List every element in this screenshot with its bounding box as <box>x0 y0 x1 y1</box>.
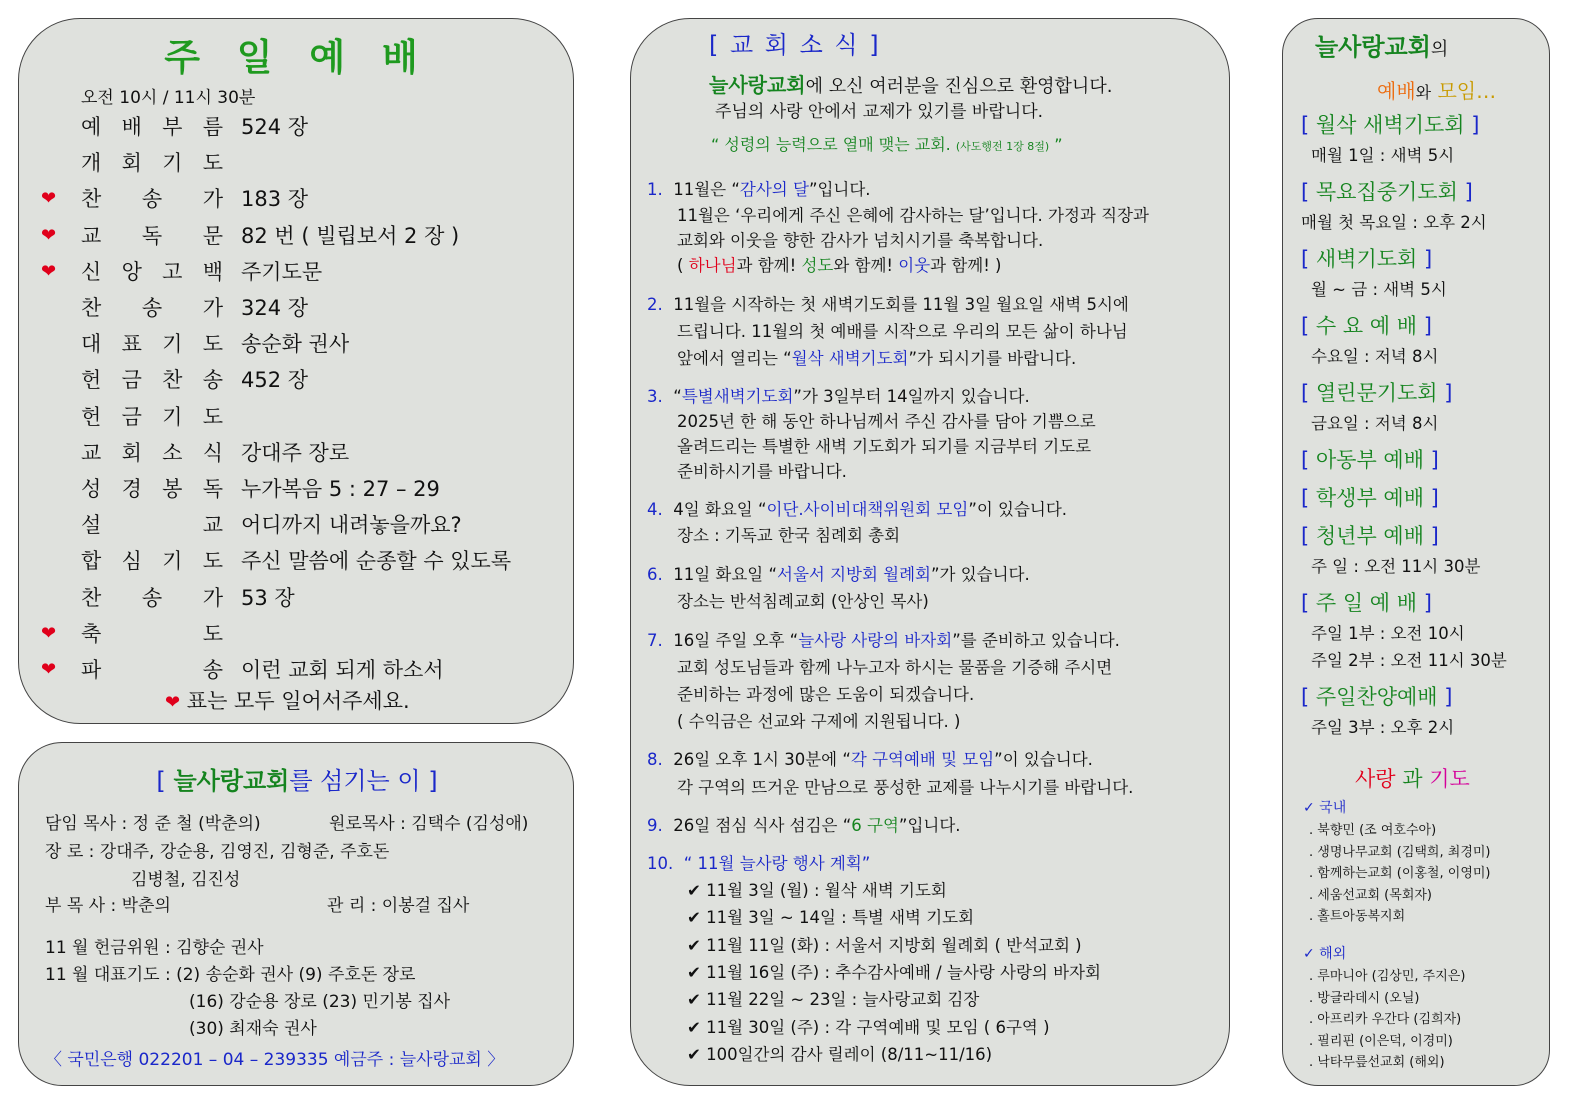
overseas-label: ✓ 해외 <box>1303 946 1347 962</box>
schedule-heading-text: 월삭 새벽기도회 <box>1315 113 1465 137</box>
bracket-open: [ <box>1301 314 1316 338</box>
bracket-open: [ <box>1301 113 1316 137</box>
news-item-3-line: 올려드리는 특별한 새벽 기도회가 되기를 지금부터 기도로 <box>677 437 1092 456</box>
heart-icon: ❤ <box>41 224 57 246</box>
schedule-heading <box>1301 109 1479 139</box>
schedule-time: 매월 첫 목요일 : 오후 2시 <box>1301 213 1487 232</box>
order-label: 파 송 <box>81 658 223 682</box>
news-item-8-line: 각 구역의 뜨거운 만남으로 풍성한 교제를 나누시기를 바랍니다. <box>677 778 1134 797</box>
news-item-7-line: ( 수익금은 선교와 구제에 지원됩니다. ) <box>677 712 961 731</box>
news-item-4: 4. 4일 화요일 “이단.사이비대책위원회 모임”이 있습니다. <box>647 500 1068 519</box>
order-value: 주기도문 <box>241 259 323 284</box>
representative-prayer-cont1: (16) 강순용 장로 (23) 민기봉 집사 <box>189 992 451 1012</box>
bracket-close: ] <box>1423 448 1439 472</box>
order-label: 합 심 기 도 <box>81 549 223 574</box>
news-item-1-line: 11월은 ‘우리에게 주신 은혜에 감사하는 달’입니다. 가정과 직장과 <box>677 206 1149 225</box>
schedule-panel <box>1282 18 1550 1086</box>
order-label: 대 표 기 도 <box>81 332 223 357</box>
schedule-heading-text: 수 요 예 배 <box>1315 314 1418 338</box>
welcome-line: 늘사랑교회에 오신 여러분을 진심으로 환영합니다. <box>709 73 1113 97</box>
order-value: 452 장 <box>241 368 309 393</box>
news-item-7: 7. 16일 주일 오후 “늘사랑 사랑의 바자회”를 준비하고 있습니다. <box>647 631 1120 650</box>
bracket-open: [ <box>1301 180 1316 204</box>
schedule-heading-text: 학생부 예배 <box>1315 486 1424 510</box>
schedule-heading <box>1301 243 1432 273</box>
order-value: 송순화 권사 <box>241 332 350 357</box>
bracket-close: ] <box>1423 486 1439 510</box>
bracket-close: ] <box>1464 113 1480 137</box>
news-item-2: 2. 11월을 시작하는 첫 새벽기도회를 11월 3일 월요일 새벽 5시에 <box>647 295 1129 314</box>
schedule-heading-text: 목요집중기도회 <box>1315 180 1458 204</box>
news-item-2-line: 드립니다. 11월의 첫 예배를 시작으로 우리의 모든 삶이 하나님 <box>677 322 1128 341</box>
elders: 장 로 : 강대주, 강순용, 김영진, 김형준, 주호돈 <box>45 842 390 862</box>
bracket-close: ] <box>1457 180 1473 204</box>
emeritus-pastor: 원로목사 : 김택수 (김성애) <box>329 814 529 834</box>
news-item-2-line: 앞에서 열리는 “월삭 새벽기도회”가 되시기를 바랍니다. <box>677 349 1077 368</box>
news-item-6: 6. 11일 화요일 “서울서 지방회 월례회”가 있습니다. <box>647 565 1030 584</box>
schedule-heading <box>1301 176 1473 206</box>
standing-note: ❤ 표는 모두 일어서주세요. <box>165 689 410 713</box>
schedule-subtitle: 예배와 모임… <box>1377 79 1497 103</box>
news-item-4-line: 장소 : 기독교 한국 침례회 총회 <box>677 526 901 545</box>
news-item-1-line: 교회와 이웃을 향한 감사가 넘치시기를 축복합니다. <box>677 231 1044 250</box>
order-label: 헌 금 찬 송 <box>81 368 223 393</box>
order-value: 183 장 <box>241 187 309 212</box>
order-value: 강대주 장로 <box>241 440 350 465</box>
heart-icon: ❤ <box>165 692 181 713</box>
bracket-close: ] <box>1423 524 1439 548</box>
prayer-item: . 필리핀 (이은덕, 이경미) <box>1309 1033 1453 1049</box>
representative-prayer: 11 월 대표기도 : (2) 송순화 권사 (9) 주호돈 장로 <box>45 965 416 985</box>
schedule-heading <box>1301 310 1432 340</box>
schedule-time: 월 ~ 금 : 새벽 5시 <box>1311 280 1447 299</box>
schedule-heading-text: 새벽기도회 <box>1315 247 1418 271</box>
bracket-open: [ <box>1301 685 1316 709</box>
bracket-close: ] <box>1417 591 1432 615</box>
schedule-heading <box>1301 444 1439 474</box>
order-label: 설 교 <box>81 513 223 538</box>
order-label: 찬 송 가 <box>81 585 223 610</box>
order-value: 주신 말씀에 순종할 수 있도록 <box>241 549 512 574</box>
heart-icon: ❤ <box>41 622 57 644</box>
prayer-item: . 함께하는교회 (이홍철, 이영미) <box>1309 866 1491 881</box>
order-label: 예 배 부 름 <box>81 115 223 139</box>
bracket-open: [ <box>1301 448 1316 472</box>
prayer-item: . 세움선교회 (목회자) <box>1309 887 1433 903</box>
servants-panel <box>18 742 574 1086</box>
order-value: 누가복음 5 : 27 – 29 <box>241 477 440 501</box>
order-label: 찬 송 가 <box>81 296 223 320</box>
schedule-heading-text: 아동부 예배 <box>1315 448 1424 472</box>
event-item: ✔ 100일간의 감사 릴레이 (8/11~11/16) <box>687 1044 993 1064</box>
order-value: 이런 교회 되게 하소서 <box>241 658 444 682</box>
worship-order-panel <box>18 18 574 724</box>
offering-committee: 11 월 헌금위원 : 김향순 권사 <box>45 938 264 958</box>
welcome-line-2: 주님의 사랑 안에서 교제가 있기를 바랍니다. <box>715 102 1044 122</box>
worship-time: 오전 10시 / 11시 30분 <box>81 88 256 108</box>
manager: 관 리 : 이봉걸 집사 <box>327 896 470 916</box>
domestic-label: ✓ 국내 <box>1303 800 1347 816</box>
event-item: ✔ 11월 3일 ~ 14일 : 특별 새벽 기도회 <box>687 908 975 928</box>
order-value: 82 번 ( 빌립보서 2 장 ) <box>241 223 460 248</box>
news-item-7-line: 준비하는 과정에 많은 도움이 되겠습니다. <box>677 685 975 704</box>
order-label: 성 경 봉 독 <box>81 477 223 501</box>
elders-cont: 김병철, 김진성 <box>131 870 241 890</box>
schedule-time: 매월 1일 : 새벽 5시 <box>1311 146 1455 165</box>
schedule-heading-text: 열린문기도회 <box>1315 381 1438 405</box>
order-label: 헌 금 기 도 <box>81 404 223 429</box>
order-label: 축 도 <box>81 621 223 646</box>
heart-icon: ❤ <box>41 260 57 282</box>
schedule-time: 주 일 : 오전 11시 30분 <box>1311 557 1481 576</box>
representative-prayer-cont2: (30) 최재숙 권사 <box>189 1019 317 1039</box>
heart-icon: ❤ <box>41 659 57 680</box>
news-title: [ 교 회 소 식 ] <box>709 31 881 59</box>
order-value: 어디까지 내려놓을까요? <box>241 513 462 538</box>
church-news-panel <box>630 18 1230 1086</box>
associate-pastor: 부 목 사 : 박춘의 <box>45 896 171 916</box>
schedule-time: 주일 1부 : 오전 10시 <box>1311 624 1465 643</box>
church-motto: “ 성령의 능력으로 열매 맺는 교회. (사도행전 1장 8절) ” <box>711 135 1063 154</box>
schedule-time: 수요일 : 저녁 8시 <box>1311 347 1439 366</box>
senior-pastor: 담임 목사 : 정 준 철 (박춘의) <box>45 814 261 834</box>
schedule-heading-text: 청년부 예배 <box>1315 524 1424 548</box>
event-item: ✔ 11월 30일 (주) : 각 구역예배 및 모임 ( 6구역 ) <box>687 1017 1050 1037</box>
news-item-8: 8. 26일 오후 1시 30분에 “각 구역예배 및 모임”이 있습니다. <box>647 750 1093 769</box>
news-item-6-line: 장소는 반석침례교회 (안상인 목사) <box>677 592 929 611</box>
schedule-heading <box>1301 377 1452 407</box>
news-item-3-line: 2025년 한 해 동안 하나님께서 주신 감사를 담아 기쁨으로 <box>677 412 1096 431</box>
event-item: ✔ 11월 11일 (화) : 서울서 지방회 월례회 ( 반석교회 ) <box>687 935 1082 955</box>
order-value: 53 장 <box>241 585 295 610</box>
bracket-open: [ <box>1301 381 1316 405</box>
bracket-close: ] <box>1437 685 1453 709</box>
schedule-title: 늘사랑교회의 <box>1315 33 1449 61</box>
prayer-item: . 북향민 (조 여호수아) <box>1309 823 1437 838</box>
prayer-item: . 홀트아동복지회 <box>1309 909 1406 924</box>
news-item-3-line: 준비하시기를 바랍니다. <box>677 462 847 481</box>
schedule-heading <box>1301 482 1439 512</box>
order-label: 교 회 소 식 <box>81 440 223 465</box>
order-value: 524 장 <box>241 115 309 139</box>
news-item-1: 1. 11월은 “감사의 달”입니다. <box>647 180 871 199</box>
news-item-3: 3. “특별새벽기도회”가 3일부터 14일까지 있습니다. <box>647 387 1030 406</box>
bank-account: 〈 국민은행 022201 – 04 – 239335 예금주 : 늘사랑교회 〉 <box>45 1050 505 1070</box>
event-item: ✔ 11월 3일 (월) : 월삭 새벽 기도회 <box>687 881 947 900</box>
schedule-heading <box>1301 520 1439 550</box>
order-label: 교 독 문 <box>81 223 223 248</box>
heart-icon: ❤ <box>41 188 57 210</box>
bracket-open: [ <box>1301 247 1316 271</box>
schedule-time: 주일 2부 : 오전 11시 30분 <box>1311 651 1507 670</box>
bracket-open: [ <box>1301 524 1316 548</box>
news-item-7-line: 교회 성도님들과 함께 나누고자 하시는 물품을 기증해 주시면 <box>677 658 1113 677</box>
prayer-title: 사랑 과 기도 <box>1355 767 1470 791</box>
worship-title: 주 일 예 배 <box>164 36 430 79</box>
bracket-close: ] <box>1417 314 1432 338</box>
bracket-close: ] <box>1437 381 1453 405</box>
prayer-item: . 생명나무교회 (김택희, 최경미) <box>1309 844 1491 860</box>
bracket-close: ] <box>1417 247 1433 271</box>
order-label: 개 회 기 도 <box>81 151 223 176</box>
prayer-item: . 아프리카 우간다 (김희자) <box>1309 1012 1462 1027</box>
news-item-1-line: ( 하나님과 함께! 성도와 함께! 이웃과 함께! ) <box>677 256 1002 275</box>
event-item: ✔ 11월 22일 ~ 23일 : 늘사랑교회 김장 <box>687 990 980 1010</box>
schedule-heading <box>1301 681 1452 711</box>
bracket-open: [ <box>1301 591 1316 615</box>
schedule-time: 금요일 : 저녁 8시 <box>1311 414 1439 433</box>
bracket-open: [ <box>1301 486 1316 510</box>
schedule-heading-text: 주일찬양예배 <box>1315 685 1438 709</box>
prayer-item: . 루마니아 (김상민, 주지은) <box>1309 969 1466 984</box>
news-item-10: 10. “ 11월 늘사랑 행사 계획” <box>647 854 871 873</box>
schedule-time: 주일 3부 : 오후 2시 <box>1311 718 1455 737</box>
schedule-heading <box>1301 587 1432 617</box>
prayer-item: . 낙타무릎선교회 (해외) <box>1309 1055 1445 1070</box>
schedule-heading-text: 주 일 예 배 <box>1315 591 1418 615</box>
event-item: ✔ 11월 16일 (주) : 추수감사예배 / 늘사랑 사랑의 바자회 <box>687 962 1101 982</box>
prayer-item: . 방글라데시 (오닐) <box>1309 990 1420 1006</box>
order-label: 찬 송 가 <box>81 187 223 212</box>
order-label: 신 앙 고 백 <box>81 259 223 284</box>
news-item-9: 9. 26일 점심 식사 섬김은 “6 구역”입니다. <box>647 816 961 835</box>
order-value: 324 장 <box>241 296 309 320</box>
servants-title: [ 늘사랑교회를 섬기는 이 ] <box>156 767 438 795</box>
